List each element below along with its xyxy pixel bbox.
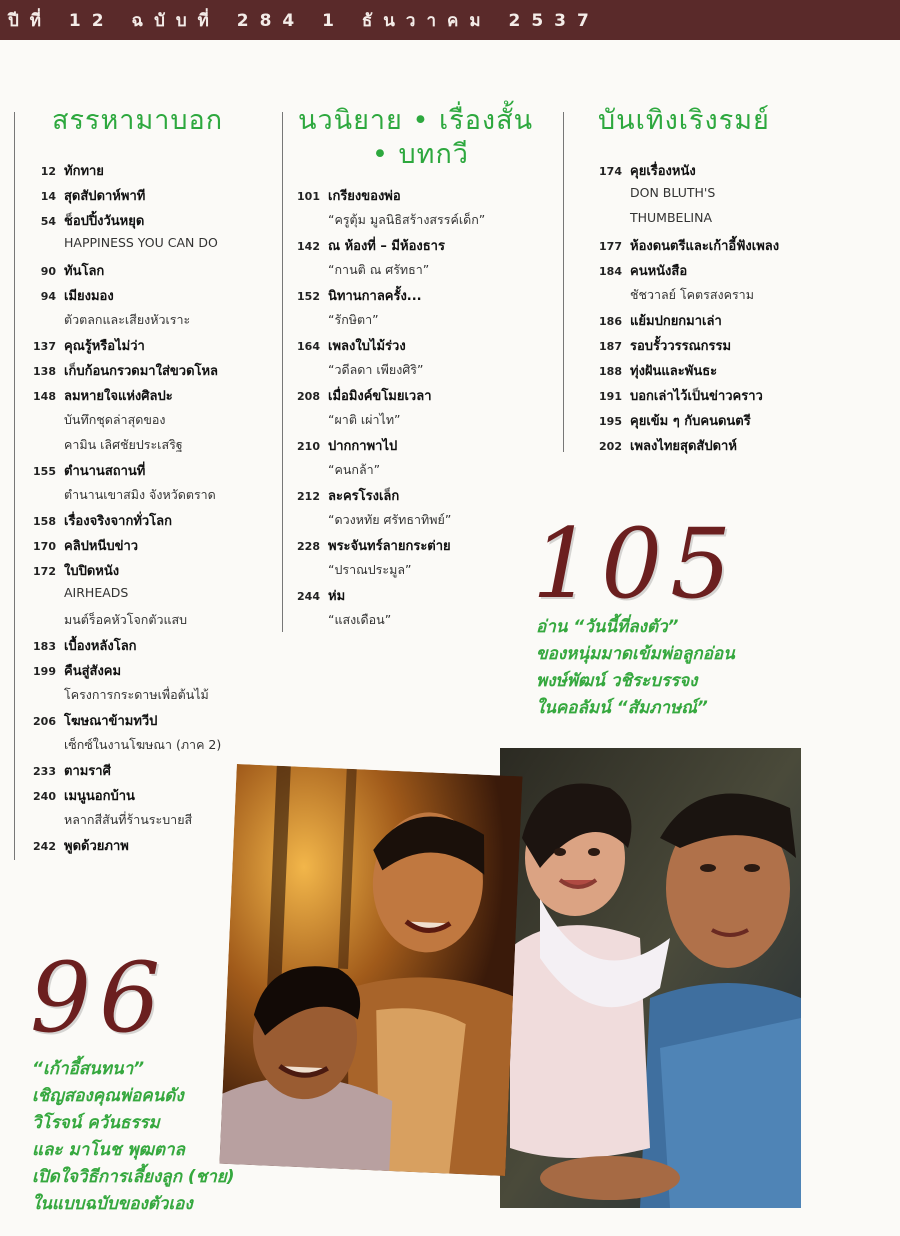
- toc-entry-subtitle: “รักษิตา”: [328, 312, 379, 327]
- toc-entry-subtitle: “คนกล้า”: [328, 462, 381, 477]
- toc-page-number: 191: [599, 390, 622, 403]
- toc-page-number: 101: [297, 190, 320, 203]
- toc-entry-title: คุยเข้ม ๆ กับคนดนตรี: [630, 414, 751, 429]
- toc-entry-title: ละครโรงเล็ก: [328, 489, 400, 504]
- toc-page-number: 183: [33, 640, 56, 653]
- toc-entry: [276, 435, 556, 460]
- toc-entry-subtitle: “ปราณประมูล”: [328, 562, 412, 577]
- toc-entry-title: เมียงมอง: [64, 289, 114, 304]
- toc-page-number: 186: [599, 315, 622, 328]
- toc-entry: [578, 360, 888, 385]
- toc-entry-subtitle-row: [12, 585, 282, 610]
- toc-page-number: 240: [33, 790, 56, 803]
- toc-entry: [12, 510, 282, 535]
- toc-page-number: 195: [599, 415, 622, 428]
- toc-entry-title: รอบรั้ววรรณกรรม: [630, 339, 732, 354]
- feature-page-number-105: 105: [532, 508, 740, 620]
- toc-page-number: 170: [33, 540, 56, 553]
- toc-entry: [12, 385, 282, 410]
- toc-entry: [12, 635, 282, 660]
- toc-entry-title: ทักทาย: [64, 164, 104, 179]
- toc-page-number: 188: [599, 365, 622, 378]
- toc-page-number: 184: [599, 265, 622, 278]
- toc-entry-title: เรื่องจริงจากทั่วโลก: [64, 514, 173, 529]
- toc-entry: [276, 285, 556, 310]
- toc-entry-subtitle-row: [276, 560, 556, 585]
- toc-entry-subtitle-row: [12, 610, 282, 635]
- toc-entry-subtitle: ตัวตลกและเสียงหัวเราะ: [64, 312, 191, 327]
- toc-entry-subtitle: “ครูตุ้ม มูลนิธิสร้างสรรค์เด็ก”: [328, 212, 486, 227]
- toc-entry-title: ห่ม: [328, 589, 346, 604]
- toc-entry-subtitle-row: [276, 410, 556, 435]
- toc-entry-subtitle: หลากสีสันที่ร้านระบายสี: [64, 812, 193, 827]
- toc-entry-title: ช็อปปิ้งวันหยุด: [64, 214, 145, 229]
- toc-entry-subtitle: HAPPINESS YOU CAN DO: [64, 235, 218, 250]
- toc-entry-title: เกรียงของพ่อ: [328, 189, 401, 204]
- column-rule-right: [563, 112, 564, 452]
- feature-96-line: ในแบบฉบับของตัวเอง: [32, 1194, 193, 1214]
- section-heading-2b: • บทกวี: [372, 139, 469, 170]
- feature-105-line: ในคอลัมน์ “สัมภาษณ์”: [536, 698, 708, 718]
- toc-entry: [12, 660, 282, 685]
- toc-entry-title: คืนสู่สังคม: [64, 664, 122, 679]
- photo-two-fathers-image: [219, 764, 522, 1176]
- toc-entry-subtitle-row: [12, 685, 282, 710]
- toc-entry: [578, 410, 888, 435]
- toc-entry: [276, 385, 556, 410]
- toc-entry: [276, 185, 556, 210]
- toc-entry: [12, 535, 282, 560]
- toc-entry-subtitle-row: [276, 460, 556, 485]
- toc-entry: [12, 360, 282, 385]
- toc-entry-title: คลิปหนีบข่าว: [64, 539, 139, 554]
- issue-line: ปีที่ 12 ฉบับที่ 284 1 ธันวาคม 2537: [8, 10, 600, 31]
- toc-page-number: 187: [599, 340, 622, 353]
- toc-entry-subtitle-row: [276, 360, 556, 385]
- toc-column-features: [12, 160, 282, 860]
- toc-entry-subtitle-row: [12, 310, 282, 335]
- toc-entry: [578, 335, 888, 360]
- toc-entry-title: พระจันทร์ลายกระต่าย: [328, 539, 451, 554]
- feature-96-line: วิโรจน์ ควันธรรม: [32, 1113, 160, 1133]
- feature-105-line: ของหนุ่มมาดเข้มพ่อลูกอ่อน: [536, 644, 735, 664]
- toc-page-number: 54: [40, 215, 56, 228]
- toc-page-number: 142: [297, 240, 320, 253]
- toc-entry: [12, 210, 282, 235]
- toc-page-number: 208: [297, 390, 320, 403]
- toc-entry-subtitle-row: [276, 210, 556, 235]
- toc-entry-title: ณ ห้องที่ – มีห้องธาร: [328, 239, 445, 254]
- toc-entry-title: นิทานกาลครั้ง...: [328, 289, 422, 304]
- toc-entry-title: เมื่อมิงค์ขโมยเวลา: [328, 389, 432, 404]
- toc-entry-subtitle: “วดีลดา เพียงศิริ”: [328, 362, 424, 377]
- toc-entry-title: เก็บก้อนกรวดมาใส่ขวดโหล: [64, 364, 219, 379]
- feature-page-number-96: 96: [30, 942, 169, 1054]
- toc-entry-title: คุยเรื่องหนัง: [630, 164, 696, 179]
- toc-page-number: 202: [599, 440, 622, 453]
- toc-entry-subtitle: คามิน เลิศชัยประเสริฐ: [64, 437, 183, 452]
- toc-entry: [578, 235, 888, 260]
- feature-96-line: “เก้าอี้สนทนา”: [32, 1059, 145, 1079]
- toc-entry: [578, 385, 888, 410]
- toc-entry-subtitle-row: [578, 210, 888, 235]
- toc-page-number: 199: [33, 665, 56, 678]
- toc-entry-title: ห้องดนตรีและเก้าอี้ฟังเพลง: [630, 239, 780, 254]
- toc-entry: [276, 535, 556, 560]
- toc-entry-subtitle-row: [276, 510, 556, 535]
- toc-entry-subtitle: AIRHEADS: [64, 585, 129, 600]
- toc-entry-title: บอกเล่าไว้เป็นข่าวคราว: [630, 389, 763, 404]
- toc-entry: [578, 435, 888, 460]
- toc-page-number: 14: [40, 190, 56, 203]
- toc-entry-subtitle: เซ็กซ์ในงานโฆษณา (ภาค 2): [64, 737, 222, 752]
- toc-entry: [12, 710, 282, 735]
- toc-entry: [276, 335, 556, 360]
- feature-105-line: พงษ์พัฒน์ วชิระบรรจง: [536, 671, 698, 691]
- toc-entry: [578, 310, 888, 335]
- toc-entry-title: เพลงใบไม้ร่วง: [328, 339, 406, 354]
- toc-entry: [276, 585, 556, 610]
- toc-entry: [578, 160, 888, 185]
- toc-entry-title: ทันโลก: [64, 264, 105, 279]
- photo-two-fathers: [219, 764, 522, 1176]
- toc-entry-title: คุณรู้หรือไม่ว่า: [64, 339, 145, 354]
- toc-entry-subtitle-row: [578, 285, 888, 310]
- toc-entry-subtitle-row: [12, 435, 282, 460]
- toc-entry-subtitle-row: [276, 310, 556, 335]
- toc-entry-subtitle: “ดวงหทัย ศรัทธาทิพย์”: [328, 512, 452, 527]
- toc-entry-subtitle-row: [12, 735, 282, 760]
- feature-96-line: เชิญสองคุณพ่อคนดัง: [32, 1086, 184, 1106]
- section-heading-1: สรรหามาบอก: [52, 105, 224, 136]
- toc-page-number: 233: [33, 765, 56, 778]
- toc-entry-title: สุดสัปดาห์พาที: [64, 189, 146, 204]
- toc-column-fiction: [276, 185, 556, 635]
- feature-96-line: และ มาโนช พุฒตาล: [32, 1140, 185, 1160]
- photo-father-and-daughter: [500, 748, 801, 1208]
- toc-page-number: 174: [599, 165, 622, 178]
- toc-page-number: 138: [33, 365, 56, 378]
- toc-page-number: 206: [33, 715, 56, 728]
- toc-entry-title: ทุ่งฝันและพันธะ: [630, 364, 718, 379]
- toc-entry-title: ปากกาพาไป: [328, 439, 398, 454]
- feature-105-blurb: [536, 614, 735, 722]
- toc-page-number: 94: [40, 290, 56, 303]
- feature-96-blurb: [32, 1056, 235, 1218]
- toc-entry-title: ใบปิดหนัง: [64, 564, 120, 579]
- toc-entry-title: ตามราศี: [64, 764, 111, 779]
- toc-page-number: 158: [33, 515, 56, 528]
- toc-page-number: 90: [40, 265, 56, 278]
- section-heading-3: บันเทิงเริงรมย์: [598, 105, 770, 136]
- toc-entry-subtitle: บันทึกชุดล่าสุดของ: [64, 412, 166, 427]
- toc-entry-title: คนหนังสือ: [630, 264, 688, 279]
- toc-entry-subtitle-row: [578, 185, 888, 210]
- toc-entry: [276, 485, 556, 510]
- toc-entry-subtitle: THUMBELINA: [630, 210, 712, 225]
- toc-page-number: 210: [297, 440, 320, 453]
- toc-entry: [578, 260, 888, 285]
- toc-page-number: 244: [297, 590, 320, 603]
- toc-entry-subtitle-row: [12, 410, 282, 435]
- toc-entry: [12, 560, 282, 585]
- toc-column-entertainment: [578, 160, 888, 460]
- toc-entry: [276, 235, 556, 260]
- section-heading-2: นวนิยาย • เรื่องสั้น: [298, 105, 534, 136]
- toc-page-number: 212: [297, 490, 320, 503]
- toc-entry-title: ลมหายใจแห่งศิลปะ: [64, 389, 173, 404]
- toc-page-number: 137: [33, 340, 56, 353]
- toc-entry-subtitle-row: [12, 235, 282, 260]
- photo-father-and-daughter-image: [500, 748, 801, 1208]
- toc-page-number: 228: [297, 540, 320, 553]
- toc-entry: [12, 335, 282, 360]
- toc-page-number: 172: [33, 565, 56, 578]
- toc-entry-title: พูดด้วยภาพ: [64, 839, 129, 854]
- toc-entry-title: เบื้องหลังโลก: [64, 639, 137, 654]
- toc-entry-subtitle: มนต์ร็อคหัวโจกตัวแสบ: [64, 612, 188, 627]
- toc-entry-title: เพลงไทยสุดสัปดาห์: [630, 439, 737, 454]
- toc-entry-title: เมนูนอกบ้าน: [64, 789, 135, 804]
- toc-entry: [12, 260, 282, 285]
- toc-entry-subtitle-row: [12, 485, 282, 510]
- toc-entry-subtitle: ชัชวาลย์ โคตรสงคราม: [630, 287, 754, 302]
- toc-entry-subtitle: “ผาติ เผ่าไท”: [328, 412, 401, 427]
- toc-entry-subtitle-row: [276, 610, 556, 635]
- toc-page-number: 12: [40, 165, 56, 178]
- toc-page-number: 242: [33, 840, 56, 853]
- toc-entry-subtitle-row: [276, 260, 556, 285]
- issue-header-bar: [0, 0, 900, 40]
- toc-entry-subtitle: ตำนานเขาสมิง จังหวัดตราด: [64, 487, 216, 502]
- toc-entry-subtitle: “กานติ ณ ศรัทธา”: [328, 262, 430, 277]
- toc-page-number: 177: [599, 240, 622, 253]
- toc-entry-subtitle: โครงการกระดาษเพื่อต้นไม้: [64, 687, 209, 702]
- toc-entry-subtitle: “แสงเดือน”: [328, 612, 392, 627]
- toc-entry: [12, 285, 282, 310]
- toc-page-number: 155: [33, 465, 56, 478]
- toc-entry: [12, 185, 282, 210]
- toc-entry-title: โฆษณาข้ามทวีป: [64, 714, 158, 729]
- toc-entry: [12, 460, 282, 485]
- toc-entry-title: แย้มปกยกมาเล่า: [630, 314, 722, 329]
- toc-page-number: 148: [33, 390, 56, 403]
- toc-entry-title: ตำนานสถานที่: [64, 464, 146, 479]
- toc-page-number: 152: [297, 290, 320, 303]
- feature-96-line: เปิดใจวิธีการเลี้ยงลูก (ชาย): [32, 1167, 235, 1187]
- feature-105-line: อ่าน “วันนี้ที่ลงตัว”: [536, 617, 679, 637]
- toc-entry: [12, 160, 282, 185]
- toc-entry-subtitle: DON BLUTH'S: [630, 185, 716, 200]
- toc-page-number: 164: [297, 340, 320, 353]
